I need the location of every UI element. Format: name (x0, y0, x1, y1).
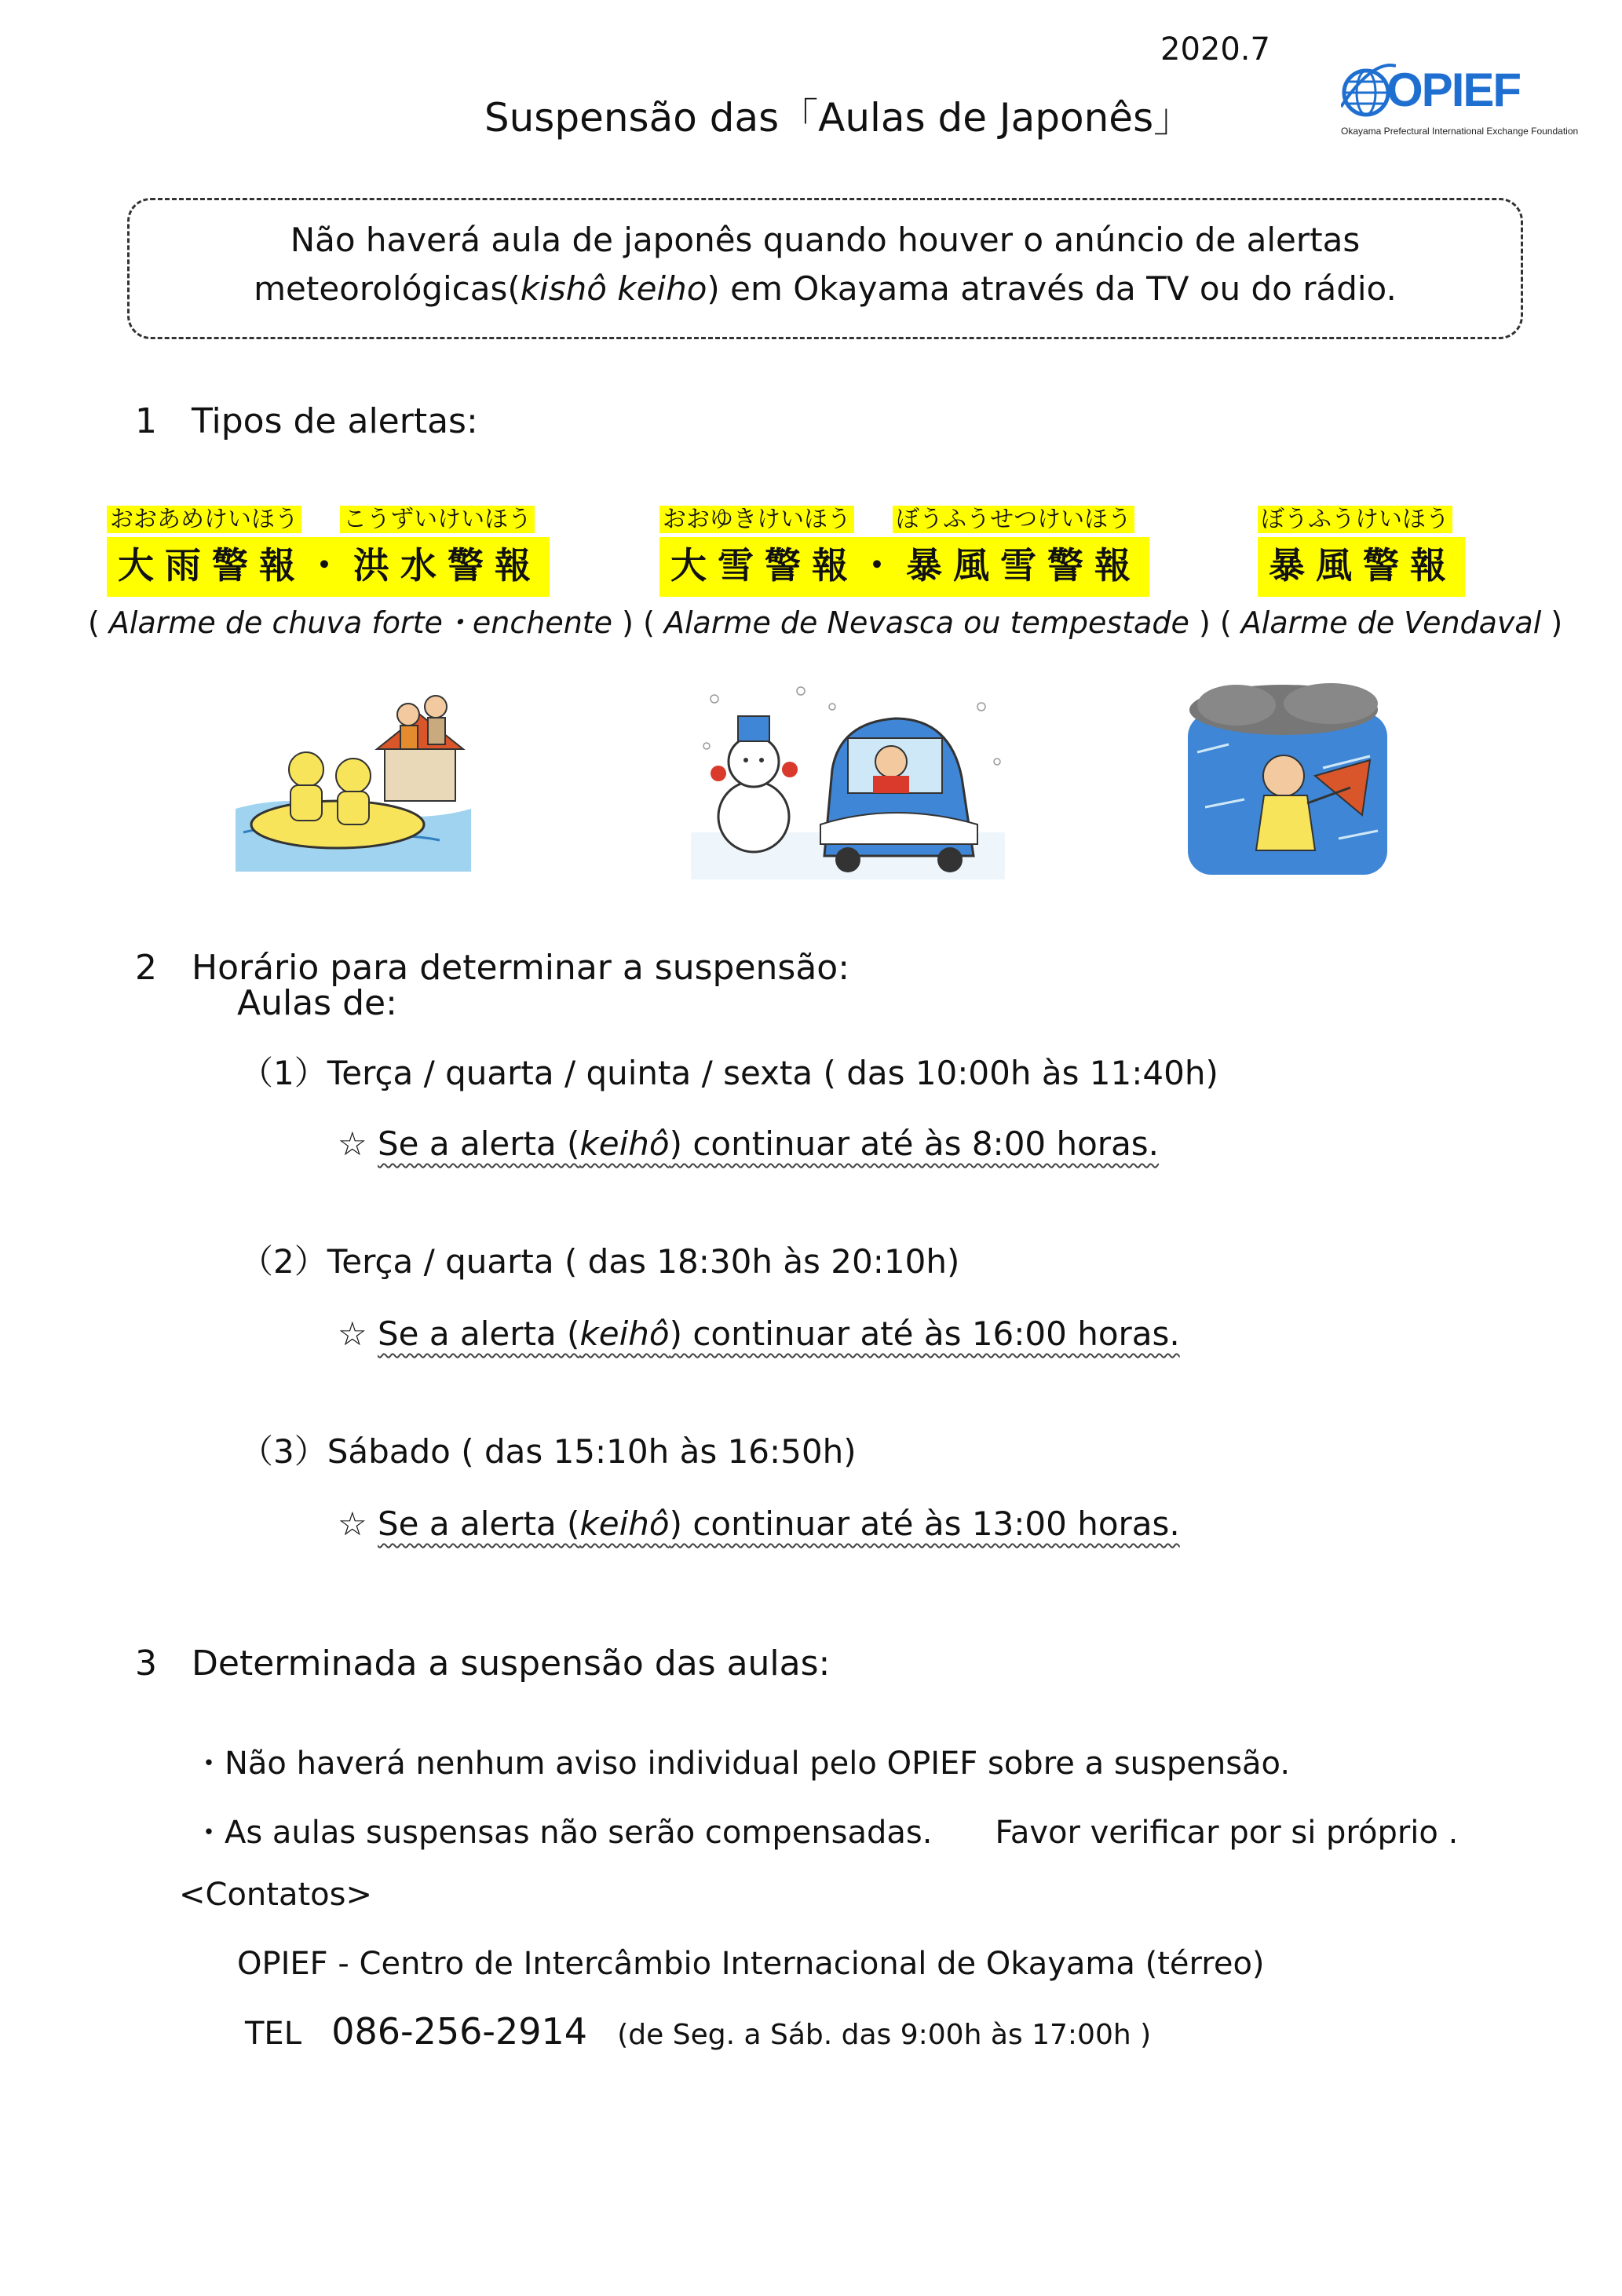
section-2-subheading: Aulas de: (237, 983, 397, 1023)
alert-2-kanji: 大雪警報・暴風雪警報 (659, 537, 1149, 597)
tel-label: TEL (245, 2016, 301, 2052)
notice-line-1: Não haverá aula de japonês quando houver o anúncio de alertas (290, 221, 1361, 259)
alert-1-furigana-a: おおあめけいほう (107, 506, 301, 533)
contacts-label: <Contatos> (179, 1877, 372, 1913)
tel-hours: (de Seg. a Sáb. das 9:00h às 17:00h ) (617, 2019, 1152, 2051)
star-icon: ☆ (338, 1314, 367, 1353)
section-1-heading: 1 Tipos de alertas: (135, 401, 478, 441)
contact-organization: OPIEF - Centro de Intercâmbio Internacional de Okayama (térreo) (237, 1946, 1265, 1982)
windstorm-illustration (1182, 682, 1394, 878)
flood-illustration (228, 683, 479, 879)
schedule-item-2-condition: ☆ Se a alerta (keihô) continuar até às 16:00 horas. (338, 1314, 1180, 1353)
alert-1-kanji: 大雨警報・洪水警報 (107, 537, 550, 597)
alert-1-furigana-b: こうずいけいほう (340, 506, 535, 533)
schedule-item-1: （1）Terça / quarta / quinta / sexta ( das 10:00h às 11:40h) (240, 1054, 1218, 1092)
contact-phone (245, 2010, 1151, 2053)
page-title: Suspensão das「Aulas de Japonês」 (484, 95, 1193, 141)
alert-2 (659, 499, 1149, 597)
alert-1 (107, 499, 550, 597)
alert-3-furigana-a: ぼうふうけいほう (1258, 506, 1452, 533)
schedule-item-3: （3）Sábado ( das 15:10h às 16:50h) (240, 1432, 857, 1471)
logo-name: OPIEF (1386, 64, 1521, 116)
alert-labels-row: ( Alarme de chuva forte・enchente ) ( Alarme de Nevasca ou tempestade ) ( Alarme de Vendaval ) (88, 605, 1563, 640)
schedule-item-1-condition: ☆ Se a alerta (keihô) continuar até às 8:00 horas. (338, 1124, 1160, 1163)
alert-2-furigana-a: おおゆきけいほう (659, 506, 854, 533)
alert-3-kanji: 暴風警報 (1258, 537, 1465, 597)
document-date: 2020.7 (1160, 31, 1270, 68)
star-icon: ☆ (338, 1124, 367, 1163)
section-3-heading: 3 Determinada a suspensão das aulas: (135, 1643, 831, 1684)
section-2-heading: 2 Horário para determinar a suspensão: (135, 948, 850, 988)
alert-1-label: Alarme de chuva forte・enchente (108, 605, 613, 640)
tel-number[interactable]: 086-256-2914 (331, 2010, 588, 2053)
alert-2-label: Alarme de Nevasca ou tempestade (664, 605, 1189, 640)
alert-2-furigana-b: ぼうふうせつけいほう (893, 506, 1134, 533)
logo-subtitle: Okayama Prefectural International Exchange Foundation (1341, 126, 1579, 137)
alert-3 (1258, 499, 1465, 597)
schedule-item-3-condition: ☆ Se a alerta (keihô) continuar até às 13:00 horas. (338, 1504, 1180, 1543)
schedule-item-2: （2）Terça / quarta ( das 18:30h às 20:10h) (240, 1242, 960, 1281)
alert-3-label: Alarme de Vendaval (1240, 605, 1542, 640)
notice-line-2: meteorológicas(kishô keiho) em Okayama através da TV ou do rádio. (254, 269, 1397, 308)
bullet-no-notice: ・Não haverá nenhum aviso individual pelo OPIEF sobre a suspensão. (193, 1746, 1291, 1782)
snow-illustration (691, 675, 1005, 879)
bullet-no-compensation: ・As aulas suspensas não serão compensadas. Favor verificar por si próprio . (193, 1815, 1459, 1851)
notice-box (127, 198, 1523, 339)
star-icon: ☆ (338, 1504, 367, 1543)
